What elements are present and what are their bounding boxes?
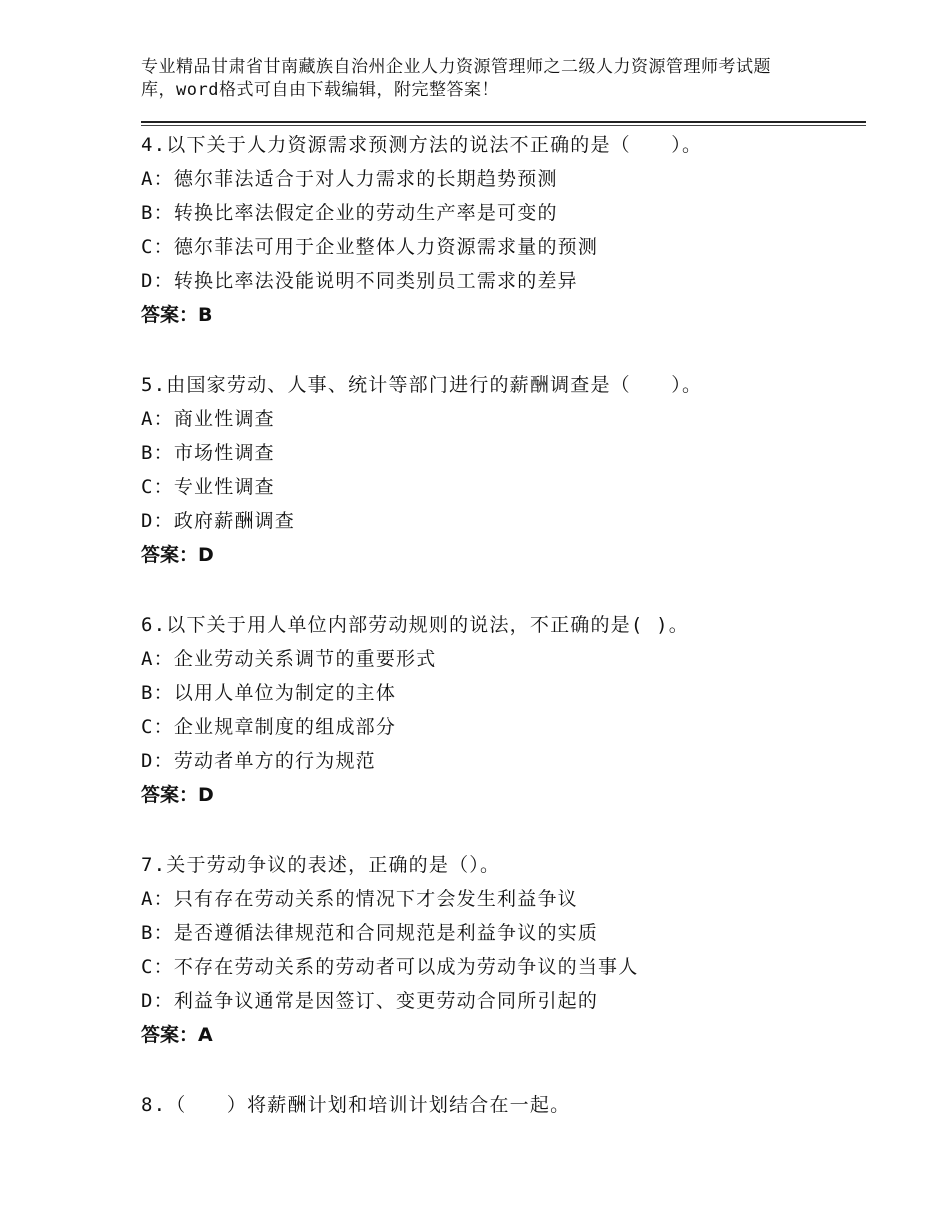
option-b: B：市场性调查	[141, 442, 275, 464]
option-b: B：转换比率法假定企业的劳动生产率是可变的	[141, 202, 558, 224]
header-rule-thick	[141, 121, 866, 123]
option-a: A：企业劳动关系调节的重要形式	[141, 648, 437, 670]
header-line-2: 库，word格式可自由下载编辑，附完整答案！	[141, 80, 499, 100]
option-b: B：是否遵循法律规范和合同规范是利益争议的实质	[141, 922, 599, 944]
option-a: A：商业性调查	[141, 408, 275, 430]
option-c: C：不存在劳动关系的劳动者可以成为劳动争议的当事人	[141, 956, 639, 978]
question-stem: 8.（ ）将薪酬计划和培训计划结合在一起。	[141, 1094, 571, 1116]
option-d: D：政府薪酬调查	[141, 510, 296, 532]
option-a: A：德尔菲法适合于对人力需求的长期趋势预测	[141, 168, 558, 190]
question-5	[141, 368, 866, 572]
header-rule-thin	[141, 125, 866, 126]
question-stem: 4.以下关于人力资源需求预测方法的说法不正确的是（ ）。	[141, 134, 703, 156]
question-4	[141, 128, 866, 332]
question-list	[141, 128, 866, 1158]
header-line-1: 专业精品甘肃省甘南藏族自治州企业人力资源管理师之二级人力资源管理师考试题	[141, 57, 771, 77]
answer-label: 答案：B	[141, 304, 213, 326]
question-stem: 7.关于劳动争议的表述，正确的是（）。	[141, 854, 501, 876]
question-8	[141, 1088, 866, 1122]
option-c: C：德尔菲法可用于企业整体人力资源需求量的预测	[141, 236, 599, 258]
option-b: B：以用人单位为制定的主体	[141, 682, 397, 704]
answer-label: 答案：D	[141, 784, 214, 806]
option-a: A：只有存在劳动关系的情况下才会发生利益争议	[141, 888, 578, 910]
option-d: D：转换比率法没能说明不同类别员工需求的差异	[141, 270, 578, 292]
option-d: D：利益争议通常是因签订、变更劳动合同所引起的	[141, 990, 599, 1012]
question-7	[141, 848, 866, 1052]
option-d: D：劳动者单方的行为规范	[141, 750, 376, 772]
option-c: C：专业性调查	[141, 476, 275, 498]
question-stem: 6.以下关于用人单位内部劳动规则的说法，不正确的是( )。	[141, 614, 689, 636]
document-header	[141, 56, 841, 102]
question-stem: 5.由国家劳动、人事、统计等部门进行的薪酬调查是（ ）。	[141, 374, 703, 396]
option-c: C：企业规章制度的组成部分	[141, 716, 397, 738]
answer-label: 答案：A	[141, 1024, 213, 1046]
question-6	[141, 608, 866, 812]
answer-label: 答案：D	[141, 544, 214, 566]
